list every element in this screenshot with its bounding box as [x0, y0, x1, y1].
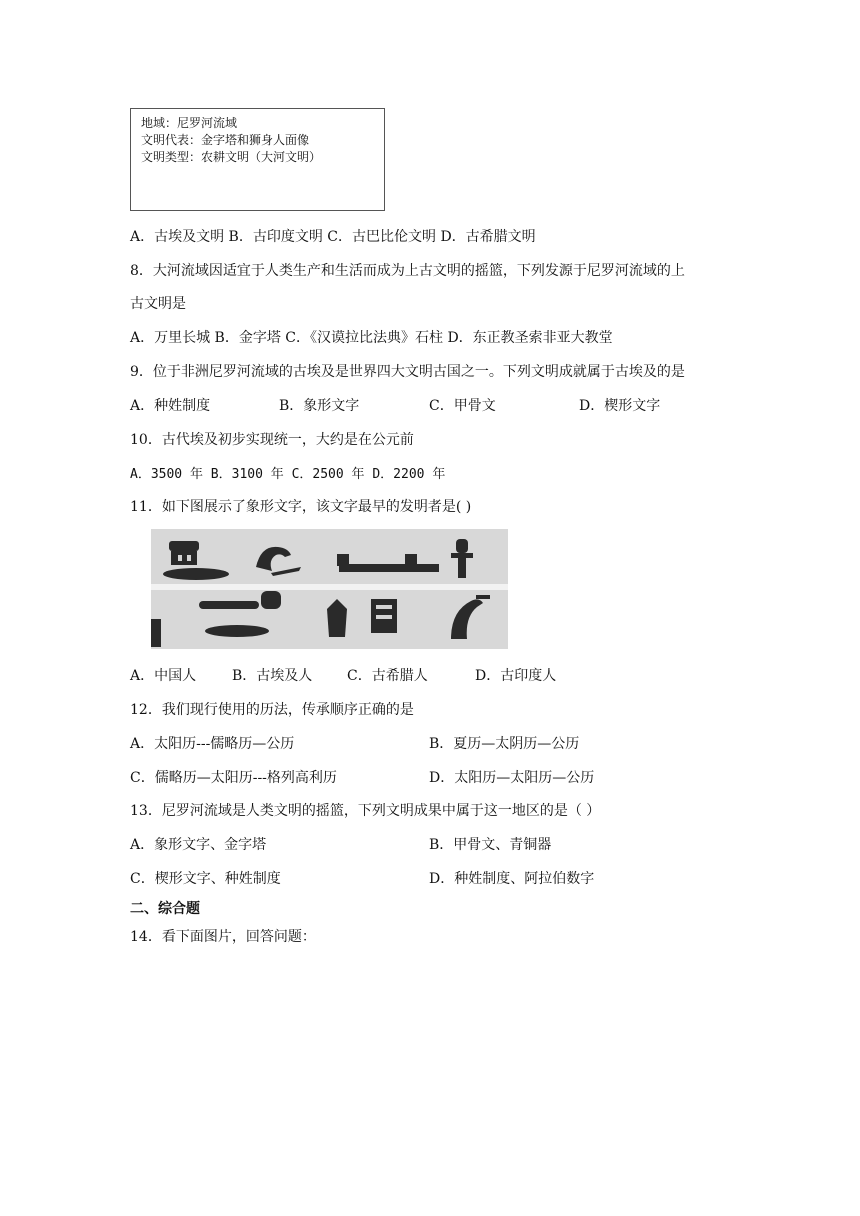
q13-stem: 13．尼罗河流域是人类文明的摇篮，下列文明成果中属于这一地区的是（ ）: [130, 803, 601, 819]
q7-options: A．古埃及文明 B．古印度文明 C．古巴比伦文明 D．古希腊文明: [130, 229, 536, 245]
q11-option-c: C．古希腊人: [347, 668, 428, 684]
q12-option-a: A．太阳历---儒略历—公历: [130, 736, 295, 752]
q9-option-b: B．象形文字: [279, 398, 360, 414]
section-title: 二、综合题: [130, 901, 200, 917]
info-type: 文明类型：农耕文明（大河文明）: [141, 150, 322, 164]
q13-option-d: D．种姓制度、阿拉伯数字: [429, 871, 595, 887]
q12-stem: 12．我们现行使用的历法，传承顺序正确的是: [130, 702, 414, 718]
q9-option-a: A．种姓制度: [130, 398, 211, 414]
info-region: 地域：尼罗河流域: [141, 116, 238, 130]
q13-option-c: C．楔形文字、种姓制度: [130, 871, 281, 887]
info-box: [130, 108, 385, 211]
q12-option-c: C．儒略历—太阳历---格列高利历: [130, 770, 337, 786]
q10-options: A．3500 年 B．3100 年 C．2500 年 D．2200 年: [130, 467, 446, 482]
q11-option-d: D．古印度人: [475, 668, 557, 684]
q8-options: A．万里长城 B．金字塔 C．《汉谟拉比法典》石柱 D．东正教圣索非亚大教堂: [130, 330, 613, 346]
q13-option-a: A．象形文字、金字塔: [130, 837, 267, 853]
q14-stem: 14．看下面图片，回答问题：: [130, 929, 316, 945]
q8-stem-line2: 古文明是: [130, 296, 186, 312]
q12-option-b: B．夏历—太阴历—公历: [429, 736, 580, 752]
q11-stem: 11．如下图展示了象形文字，该文字最早的发明者是( ): [130, 499, 472, 515]
q12-option-d: D．太阳历—太阳历—公历: [429, 770, 595, 786]
q9-stem: 9．位于非洲尼罗河流域的古埃及是世界四大文明古国之一。下列文明成就属于古埃及的是: [130, 364, 685, 380]
q10-stem: 10．古代埃及初步实现统一，大约是在公元前: [130, 432, 414, 448]
q11-option-a: A．中国人: [130, 668, 197, 684]
info-representative: 文明代表：金字塔和狮身人面像: [141, 133, 310, 147]
q13-option-b: B．甲骨文、青铜器: [429, 837, 552, 853]
hieroglyph-image: [151, 529, 508, 649]
q11-option-b: B．古埃及人: [232, 668, 313, 684]
q9-option-d: D．楔形文字: [579, 398, 661, 414]
q9-option-c: C．甲骨文: [429, 398, 496, 414]
q8-stem-line1: 8．大河流域因适宜于人类生产和生活而成为上古文明的摇篮，下列发源于尼罗河流域的上: [130, 263, 685, 279]
